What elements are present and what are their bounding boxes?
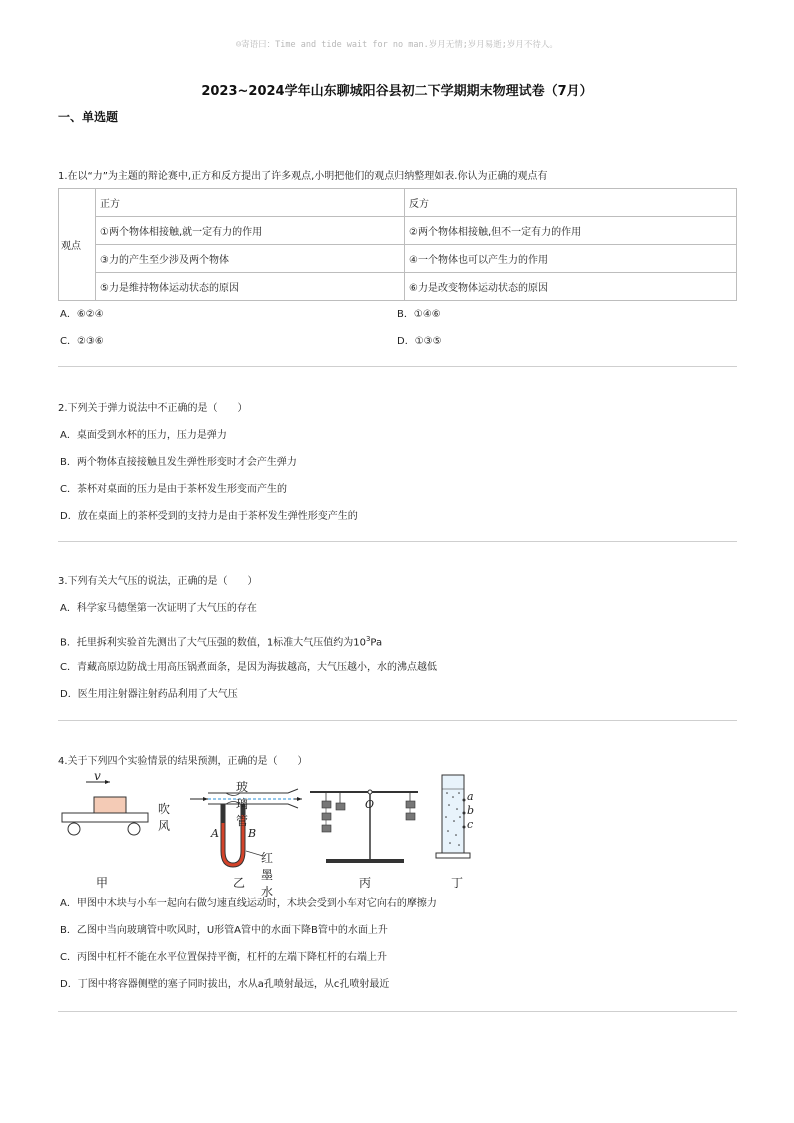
table-header-con: 反方: [405, 189, 737, 217]
table-row-label: 观点: [59, 189, 96, 301]
q1-option-d[interactable]: D．①③⑤: [397, 336, 442, 347]
q2-option-d[interactable]: D．放在桌面上的茶杯受到的支持力是由于茶杯发生弹性形变产生的: [60, 511, 358, 522]
cart-diagram: [62, 780, 148, 835]
q4-option-b[interactable]: B．乙图中当向玻璃管中吹风时，U形管A管中的水面下降B管中的水面上升: [60, 925, 388, 936]
divider: [58, 541, 737, 542]
q4-option-d[interactable]: D．丁图中将容器侧壁的塞子同时拔出，水从a孔喷射最远，从c孔喷射最近: [60, 979, 390, 990]
velocity-label: v: [94, 769, 101, 783]
q3-option-b-unit: Pa: [370, 637, 383, 649]
divider: [58, 366, 737, 367]
table-cell: ⑥力是改变物体运动状态的原因: [405, 273, 737, 301]
glass-tube-label: 玻璃管: [236, 780, 249, 828]
watermark: ☺寄语曰：Time and tide wait for no man.岁月无情;岁月易逝;岁月不待人。: [236, 40, 558, 50]
hole-a-label: a: [467, 790, 474, 803]
q1-option-a[interactable]: A．⑥②④: [60, 309, 104, 320]
question-2-stem: 2.下列关于弹力说法中不正确的是（ ）: [58, 403, 248, 414]
table-cell: ②两个物体相接触,但不一定有力的作用: [405, 217, 737, 245]
table-cell: ③力的产生至少涉及两个物体: [96, 245, 405, 273]
caption-ding: 丁: [451, 876, 464, 890]
caption-yi: 乙: [233, 876, 246, 890]
q3-option-d[interactable]: D．医生用注射器注射药品利用了大气压: [60, 689, 238, 700]
q1-option-b[interactable]: B．①④⑥: [397, 309, 441, 320]
divider: [58, 720, 737, 721]
section-heading: 一、单选题: [58, 110, 119, 124]
blow-label: 吹风: [158, 802, 171, 833]
fulcrum-label: O: [365, 798, 375, 811]
viewpoint-table: [58, 188, 737, 301]
table-cell: ①两个物体相接触,就一定有力的作用: [96, 217, 405, 245]
question-1-stem: 1.在以“力”为主题的辩论赛中,正方和反方提出了许多观点,小明把他们的观点归纳整理如表.你认为正确的观点有: [58, 171, 548, 182]
divider: [58, 1011, 737, 1012]
red-ink-label: 红墨水: [261, 851, 274, 899]
q2-option-b[interactable]: B．两个物体直接接触且发生弹性形变时才会产生弹力: [60, 457, 297, 468]
container-diagram: [436, 775, 470, 858]
q4-option-a[interactable]: A．甲图中木块与小车一起向右做匀速直线运动时，木块会受到小车对它向右的摩擦力: [60, 898, 437, 909]
q3-option-a[interactable]: A．科学家马德堡第一次证明了大气压的存在: [60, 603, 257, 614]
table-header-pro: 正方: [96, 189, 405, 217]
caption-bing: 丙: [359, 876, 372, 890]
table-cell: ⑤力是维持物体运动状态的原因: [96, 273, 405, 301]
q3-option-b-exponent: 3: [365, 635, 371, 643]
caption-jia: 甲: [96, 876, 109, 890]
lever-diagram: [310, 790, 418, 863]
tube-b-label: B: [248, 827, 257, 840]
q2-option-c[interactable]: C．茶杯对桌面的压力是由于茶杯发生形变而产生的: [60, 484, 287, 495]
q4-option-c[interactable]: C．丙图中杠杆不能在水平位置保持平衡，杠杆的左端下降杠杆的右端上升: [60, 952, 387, 963]
question-4-stem: 4.关于下列四个实验情景的结果预测，正确的是（ ）: [58, 756, 308, 767]
q3-option-b-text: B．托里拆利实验首先测出了大气压强的数值，1标准大气压值约为10: [60, 637, 366, 649]
tube-a-label: A: [211, 827, 219, 840]
hole-c-label: c: [467, 818, 474, 831]
q3-option-c[interactable]: C．青藏高原边防战士用高压锅煮面条，是因为海拔越高，大气压越小，水的沸点越低: [60, 662, 437, 673]
q3-option-b[interactable]: [60, 632, 382, 650]
page-title: 2023~2024学年山东聊城阳谷县初二下学期期末物理试卷（7月）: [201, 84, 593, 99]
q2-option-a[interactable]: A．桌面受到水杯的压力，压力是弹力: [60, 430, 227, 441]
experiment-figure-svg: [58, 773, 498, 893]
hole-b-label: b: [467, 804, 475, 817]
question-3-stem: 3.下列有关大气压的说法，正确的是（ ）: [58, 576, 258, 587]
q1-option-c[interactable]: C．②③⑥: [60, 336, 104, 347]
table-cell: ④一个物体也可以产生力的作用: [405, 245, 737, 273]
